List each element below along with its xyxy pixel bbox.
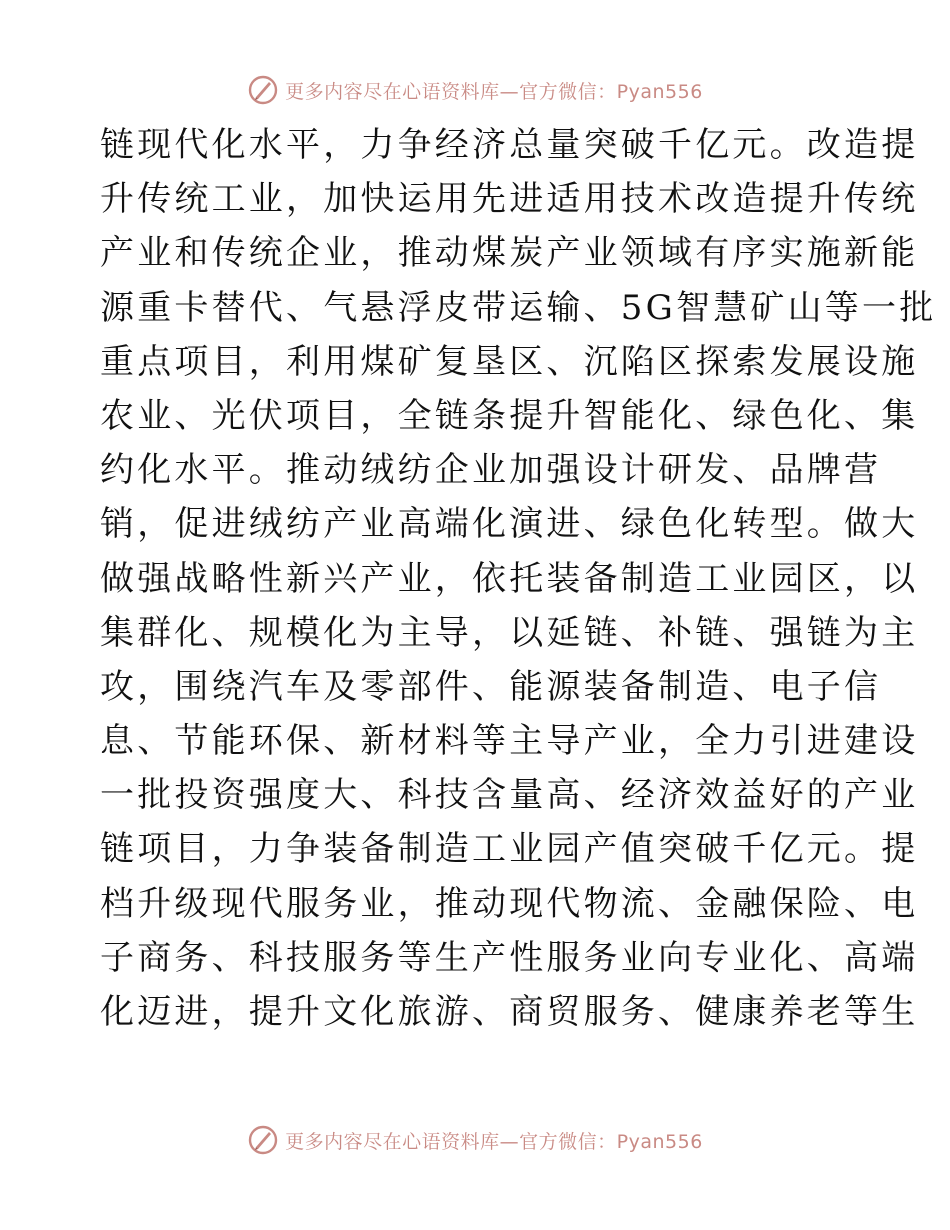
text-line: 一批投资强度大、科技含量高、经济效益好的产业 <box>100 775 919 816</box>
text-line: 链项目，力争装备制造工业园产值突破千亿元。提 <box>100 829 919 870</box>
document-body <box>100 118 937 1039</box>
text-line: 约化水平。推动绒纺企业加强设计研发、品牌营 <box>100 450 882 491</box>
text-line: 息、节能环保、新材料等主导产业，全力引进建设 <box>100 721 919 762</box>
text-line: 农业、光伏项目，全链条提升智能化、绿色化、集 <box>100 395 919 436</box>
text-line: 做强战略性新兴产业，依托装备制造工业园区，以 <box>100 558 919 599</box>
text-line: 产业和传统企业，推动煤炭产业领域有序实施新能 <box>100 233 919 274</box>
text-line: 升传统工业，加快运用先进适用技术改造提升传统 <box>100 179 919 220</box>
text-line: 源重卡替代、气悬浮皮带运输、5G智慧矿山等一批 <box>100 287 937 328</box>
watermark-text: 更多内容尽在心语资料库—官方微信：Pyan556 <box>285 80 703 103</box>
text-line: 子商务、科技服务等生产性服务业向专业化、高端 <box>100 937 919 978</box>
text-line: 攻，围绕汽车及零部件、能源装备制造、电子信 <box>100 666 882 707</box>
text-line: 集群化、规模化为主导，以延链、补链、强链为主 <box>100 612 919 653</box>
text-line: 化迈进，提升文化旅游、商贸服务、健康养老等生 <box>100 992 919 1032</box>
footer-watermark <box>0 1120 950 1160</box>
text-line: 重点项目，利用煤矿复垦区、沉陷区探索发展设施 <box>100 341 919 382</box>
quill-pen-logo-icon <box>247 1124 279 1156</box>
text-line: 销，促进绒纺产业高端化演进、绿色化转型。做大 <box>100 504 919 545</box>
text-line: 档升级现代服务业，推动现代物流、金融保险、电 <box>100 883 919 924</box>
header-watermark <box>0 70 950 110</box>
quill-pen-logo-icon <box>247 74 279 106</box>
watermark-text: 更多内容尽在心语资料库—官方微信：Pyan556 <box>285 1130 703 1153</box>
text-line: 链现代化水平，力争经济总量突破千亿元。改造提 <box>100 125 919 165</box>
